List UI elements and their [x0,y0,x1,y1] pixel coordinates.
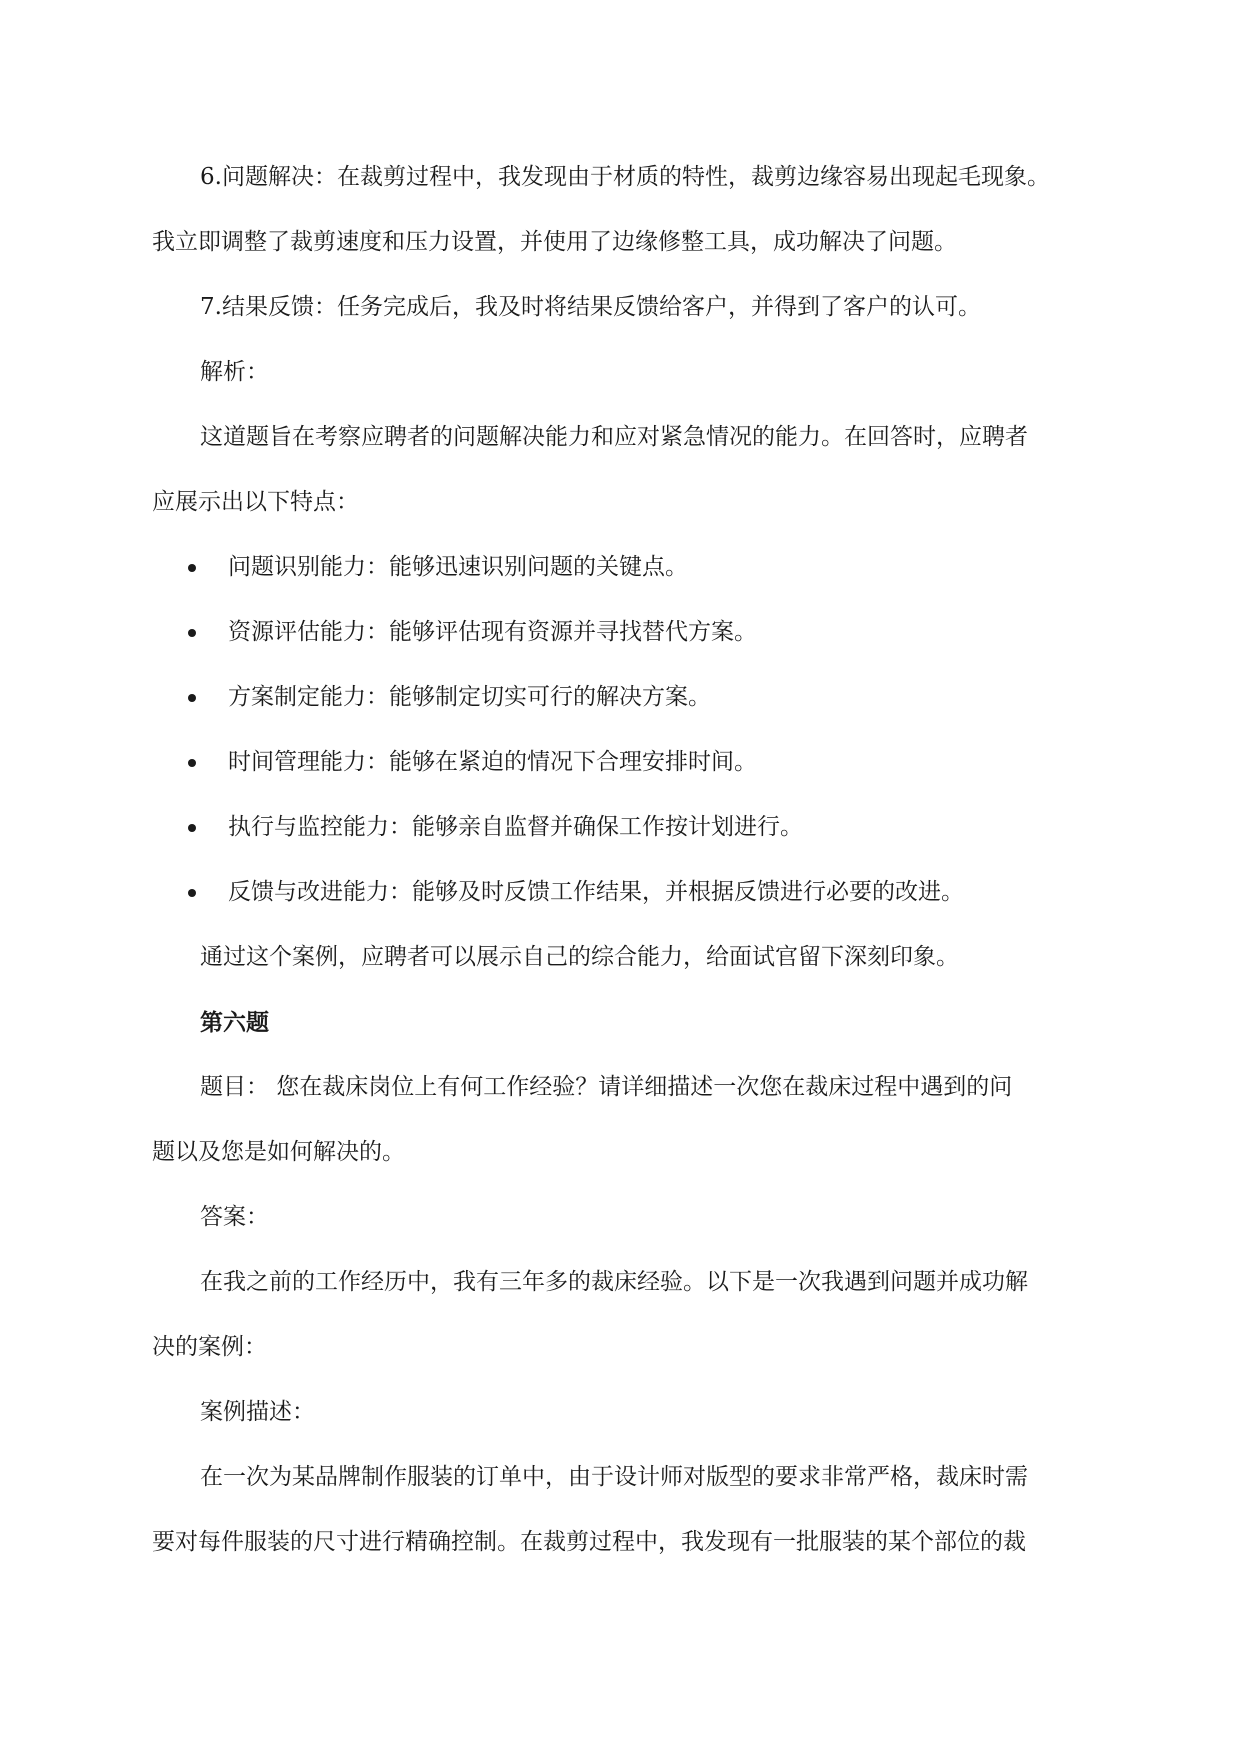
bullet-item [152,860,1094,925]
paragraph-line: 这道题旨在考察应聘者的问题解决能力和应对紧急情况的能力。在回答时，应聘者 [200,424,1028,450]
bullet-item [152,600,1094,665]
bullet-text: 时间管理能力：能够在紧迫的情况下合理安排时间。 [228,749,757,775]
paragraph-line: 我立即调整了裁剪速度和压力设置，并使用了边缘修整工具，成功解决了问题。 [152,229,957,255]
bullet-text: 问题识别能力：能够迅速识别问题的关键点。 [228,554,688,580]
bullet-text: 执行与监控能力：能够亲自监督并确保工作按计划进行。 [228,814,803,840]
case-line: 要对每件服装的尺寸进行精确控制。在裁剪过程中，我发现有一批服装的某个部位的裁 [152,1529,1026,1555]
bullet-icon [188,629,196,637]
paragraph-line: 7.结果反馈：任务完成后，我及时将结果反馈给客户，并得到了客户的认可。 [200,294,981,320]
paragraph-line: 6.问题解决：在裁剪过程中，我发现由于材质的特性，裁剪边缘容易出现起毛现象。 [200,164,1050,190]
bullet-item [152,665,1094,730]
bullet-icon [188,759,196,767]
summary-line: 通过这个案例，应聘者可以展示自己的综合能力，给面试官留下深刻印象。 [200,944,959,970]
bullet-text: 方案制定能力：能够制定切实可行的解决方案。 [228,684,711,710]
bullet-text: 资源评估能力：能够评估现有资源并寻找替代方案。 [228,619,757,645]
bullet-item [152,795,1094,860]
section-heading: 第六题 [200,1009,269,1036]
answer-line: 决的案例： [152,1334,267,1360]
bullet-text: 反馈与改进能力：能够及时反馈工作结果，并根据反馈进行必要的改进。 [228,879,964,905]
case-line: 在一次为某品牌制作服装的订单中，由于设计师对版型的要求非常严格，裁床时需 [200,1464,1028,1490]
paragraph-line: 应展示出以下特点： [152,489,359,515]
answer-label: 答案： [200,1204,269,1230]
bullet-item [152,535,1094,600]
answer-line: 在我之前的工作经历中，我有三年多的裁床经验。以下是一次我遇到问题并成功解 [200,1269,1028,1295]
bullet-icon [188,824,196,832]
bullet-icon [188,694,196,702]
analysis-label: 解析： [200,359,269,385]
question-line: 题以及您是如何解决的。 [152,1139,405,1165]
document-page [152,145,1094,1575]
bullet-item [152,730,1094,795]
bullet-icon [188,564,196,572]
question-line: 题目： 您在裁床岗位上有何工作经验？请详细描述一次您在裁床过程中遇到的问 [200,1074,1013,1100]
case-label: 案例描述： [200,1399,315,1425]
bullet-icon [188,889,196,897]
